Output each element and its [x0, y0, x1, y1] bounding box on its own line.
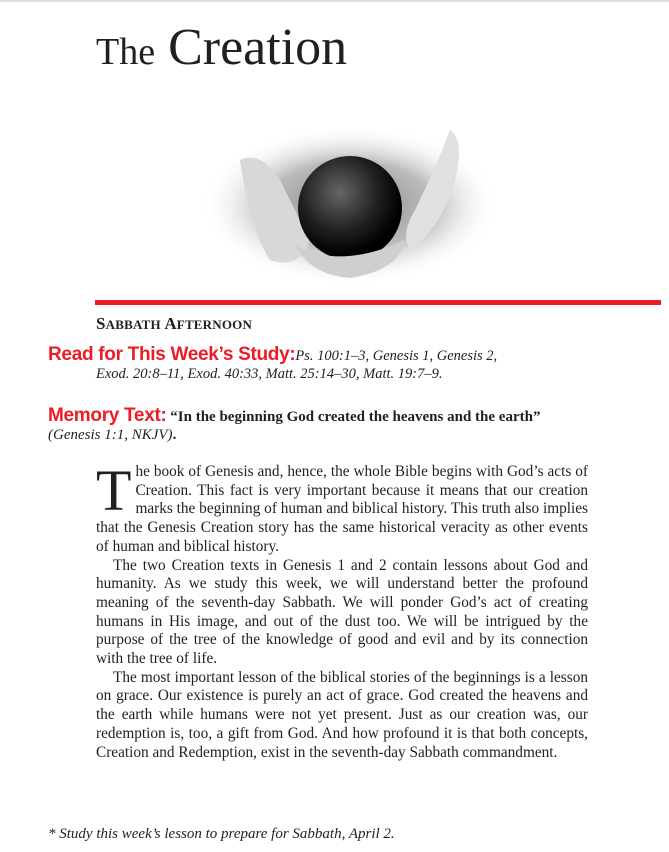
memory-label: Memory Text:	[48, 405, 167, 426]
paragraph-2: The two Creation texts in Genesis 1 and 2 contain lessons about God and humanity. As we study this week, we will understand better the profound meaning of the seventh-day Sabbath. We will ponder God’s act of creating humans in His image, and out of the dust too. We will be intrigued by the purpose of the tree of the knowledge of good and evil and by its connection with the tree of life.	[96, 556, 588, 668]
memory-quote: “In the beginning God created the heavens and the earth”	[170, 409, 541, 425]
memory-ref: (Genesis 1:1, NKJV)	[48, 427, 173, 443]
section-divider	[95, 300, 661, 305]
memory-text	[48, 407, 593, 444]
paragraph-3: The most important lesson of the biblical stories of the beginnings is a lesson on grace. Our existence is purely an act of grace. God created the heavens and the earth while humans were not yet present. Just as our creation was, our redemption is, too, a gift from God. And how profound it is that both concepts, Creation and Redemption, exist in the seventh-day Sabbath commandment.	[96, 668, 588, 761]
page-edge	[0, 0, 669, 2]
paragraph-1-text: he book of Genesis and, hence, the whole Bible begins with God’s acts of Creation. This fact is very important because it means that our creation marks the beginning of human and biblical history. This truth also implies that the Genesis Creation story has the same historical veracity as other events of human and biblical history.	[96, 463, 588, 555]
title-prefix: The	[96, 31, 156, 73]
hands-holding-globe-illustration	[200, 120, 500, 295]
title-main: Creation	[168, 19, 348, 76]
read-refs-1: Ps. 100:1–3, Genesis 1, Genesis 2,	[295, 348, 498, 364]
read-label: Read for This Week’s Study:	[48, 344, 296, 365]
memory-end: .	[172, 427, 177, 443]
page-title	[96, 18, 347, 82]
section-heading: SABBATH AFTERNOON	[96, 314, 253, 333]
drop-cap: T	[96, 458, 132, 523]
footnote: * Study this week’s lesson to prepare for Sabbath, April 2.	[48, 826, 395, 842]
reading-assignment	[48, 346, 593, 383]
lesson-introduction	[96, 458, 588, 762]
paragraph-1	[96, 458, 588, 557]
read-refs-2: Exod. 20:8–11, Exod. 40:33, Matt. 25:14–30, Matt. 19:7–9.	[96, 366, 443, 382]
